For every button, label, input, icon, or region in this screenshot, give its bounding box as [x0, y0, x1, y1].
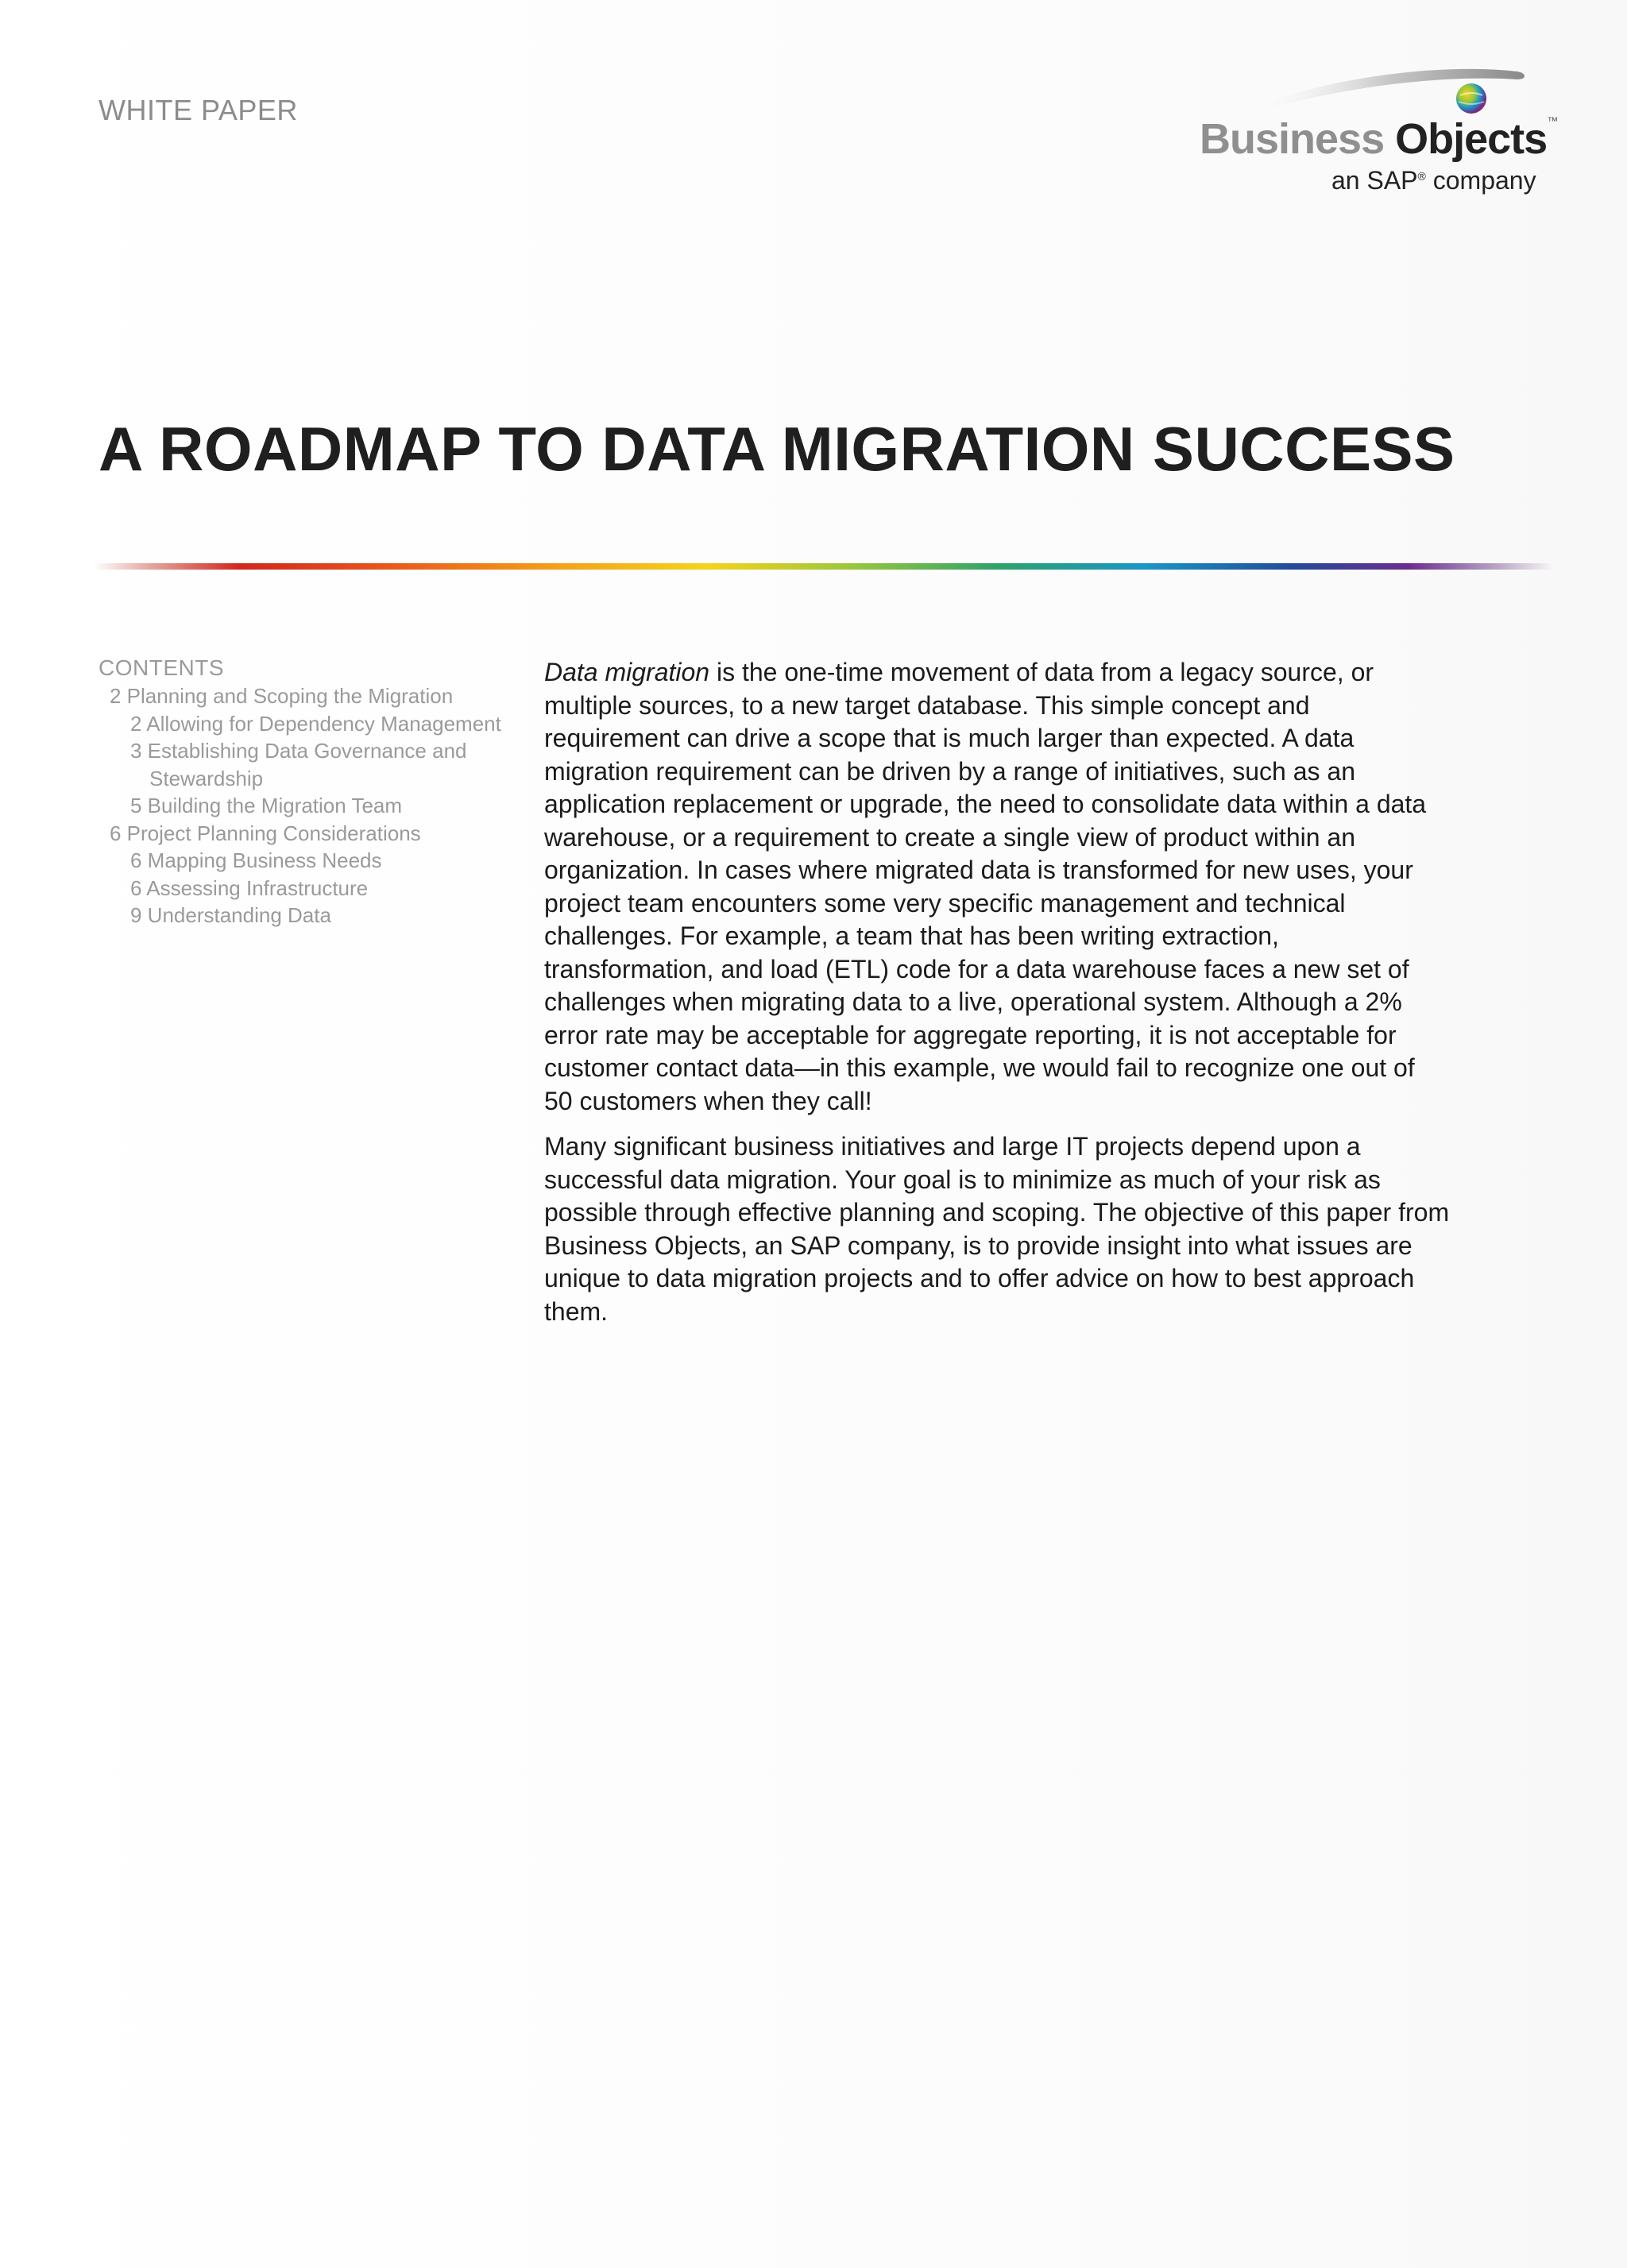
document-type-label: WHITE PAPER	[99, 94, 298, 126]
contents-item[interactable]: 6 Assessing Infrastructure	[130, 875, 369, 900]
company-logo	[1184, 60, 1557, 195]
contents-item[interactable]: 2 Allowing for Dependency Management	[130, 711, 501, 736]
logo-wordmark	[1200, 114, 1557, 164]
rainbow-divider	[94, 563, 1554, 570]
contents-item[interactable]: 9 Understanding Data	[130, 903, 331, 927]
contents-item[interactable]: 2 Planning and Scoping the Migration	[110, 684, 454, 708]
body-paragraph-text: is the one-time movement of data from a legacy source, or multiple sources, to a new target database. This simple concept and requirement can drive a scope that is much larger than expected. A data migration requirement can be driven by a range of initiatives, such as an application replacement or upgrade, the need to consolidate data within a data warehouse, or a requirement to create a single view of product within an organization. In cases where migrated data is transformed for new uses, your project team encounters some very specific management and technical challenges. For example, a team that has been writing extraction, transformation, and load (ETL) code for a data warehouse faces a new set of challenges when migrating data to a live, operational system. Although a 2% error rate may be acceptable for aggregate reporting, it is not acceptable for customer contact data—in this example, we would fail to recognize one out of 50 customers when they call!	[544, 658, 1427, 1115]
contents-list	[99, 682, 512, 929]
tagline-prefix: an SAP	[1331, 166, 1418, 195]
logo-tagline	[1331, 166, 1536, 195]
contents-item[interactable]: 6 Project Planning Considerations	[110, 821, 421, 845]
tagline-suffix: company	[1425, 166, 1536, 195]
logo-word-business: Business	[1200, 115, 1385, 163]
logo-trademark: ™	[1547, 114, 1558, 127]
contents-item[interactable]: 6 Mapping Business Needs	[130, 848, 382, 872]
body-paragraph	[544, 656, 1450, 1118]
tagline-registered-mark: ®	[1417, 169, 1426, 183]
body-text	[544, 656, 1450, 1341]
table-of-contents	[99, 654, 512, 929]
document-title: A ROADMAP TO DATA MIGRATION SUCCESS	[99, 414, 1455, 484]
contents-heading: CONTENTS	[99, 655, 224, 680]
globe-icon	[1456, 83, 1486, 114]
body-paragraph-lead: Data migration	[544, 658, 710, 686]
contents-item[interactable]: 5 Building the Migration Team	[130, 794, 403, 817]
contents-item[interactable]: 3 Establishing Data Governance and Stewardship	[130, 739, 467, 790]
logo-word-objects: Objects	[1395, 115, 1548, 163]
body-paragraph: Many significant business initiatives and large IT projects depend upon a successful data migration. Your goal is to minimize as much of your risk as possible through effective planning and scoping. The objective of this paper from Business Objects, an SAP company, is to provide insight into what issues are unique to data migration projects and to offer advice on how to best approach them.	[544, 1132, 1450, 1326]
